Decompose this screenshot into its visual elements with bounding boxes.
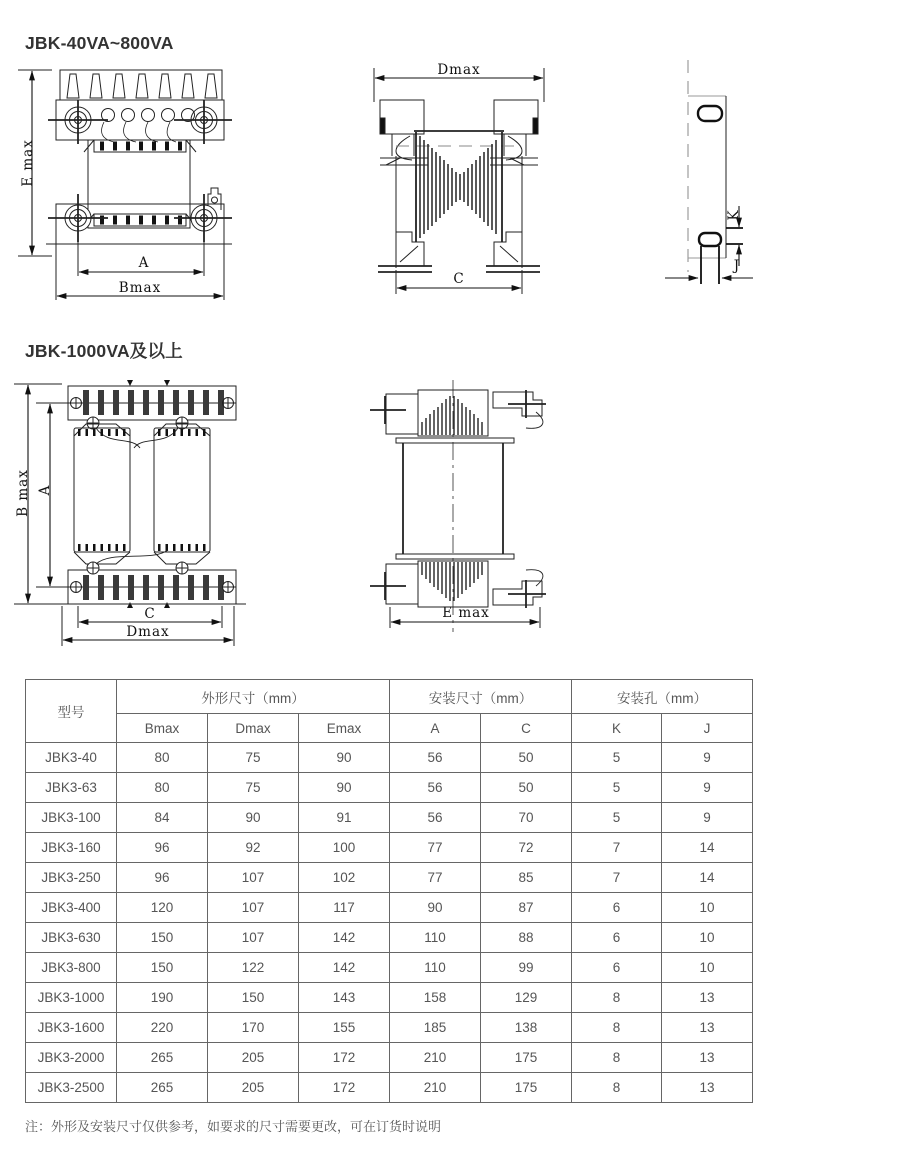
- value-cell: 205: [208, 1043, 299, 1073]
- value-cell: 77: [390, 833, 481, 863]
- value-cell: 5: [572, 743, 662, 773]
- value-cell: 56: [390, 743, 481, 773]
- table-row: [26, 893, 753, 923]
- value-cell: 150: [117, 923, 208, 953]
- value-cell: 150: [117, 953, 208, 983]
- column-header: A: [390, 714, 481, 743]
- dim-label-dmax: Dmax: [437, 62, 481, 78]
- model-cell: JBK3-100: [26, 803, 117, 833]
- model-cell: JBK3-800: [26, 953, 117, 983]
- value-cell: 158: [390, 983, 481, 1013]
- table-row: [26, 923, 753, 953]
- value-cell: 14: [662, 833, 753, 863]
- model-cell: JBK3-160: [26, 833, 117, 863]
- value-cell: 10: [662, 953, 753, 983]
- drawing-large-front-view: [12, 378, 252, 648]
- value-cell: 50: [481, 773, 572, 803]
- table-row: [26, 1073, 753, 1103]
- model-cell: JBK3-63: [26, 773, 117, 803]
- value-cell: 102: [299, 863, 390, 893]
- model-cell: JBK3-2000: [26, 1043, 117, 1073]
- value-cell: 107: [208, 923, 299, 953]
- column-header: Bmax: [117, 714, 208, 743]
- spec-table-body: [26, 743, 753, 1103]
- value-cell: 210: [390, 1073, 481, 1103]
- value-cell: 8: [572, 1013, 662, 1043]
- column-header-model: 型号: [26, 680, 117, 743]
- value-cell: 110: [390, 923, 481, 953]
- value-cell: 8: [572, 1043, 662, 1073]
- value-cell: 170: [208, 1013, 299, 1043]
- dim-label-bmax: Bmax: [118, 280, 162, 296]
- value-cell: 210: [390, 1043, 481, 1073]
- dim-label-emax: E max: [442, 605, 490, 621]
- value-cell: 70: [481, 803, 572, 833]
- table-row: [26, 983, 753, 1013]
- value-cell: 50: [481, 743, 572, 773]
- note-text: 注：外形及安装尺寸仅供参考，如要求的尺寸需要更改，可在订货时说明: [25, 1119, 442, 1134]
- value-cell: 9: [662, 773, 753, 803]
- value-cell: 90: [299, 773, 390, 803]
- value-cell: 56: [390, 773, 481, 803]
- value-cell: 138: [481, 1013, 572, 1043]
- value-cell: 75: [208, 773, 299, 803]
- value-cell: 13: [662, 983, 753, 1013]
- value-cell: 8: [572, 1073, 662, 1103]
- dim-label-j: J: [733, 258, 741, 274]
- value-cell: 265: [117, 1073, 208, 1103]
- value-cell: 10: [662, 923, 753, 953]
- column-group-header: 外形尺寸（mm）: [117, 680, 390, 714]
- value-cell: 150: [208, 983, 299, 1013]
- table-row: [26, 803, 753, 833]
- value-cell: 5: [572, 773, 662, 803]
- value-cell: 90: [299, 743, 390, 773]
- value-cell: 77: [390, 863, 481, 893]
- dim-label-c: C: [144, 606, 156, 622]
- table-row: [26, 773, 753, 803]
- value-cell: 84: [117, 803, 208, 833]
- value-cell: 185: [390, 1013, 481, 1043]
- value-cell: 107: [208, 863, 299, 893]
- value-cell: 99: [481, 953, 572, 983]
- drawing-large-side-view: [356, 376, 581, 638]
- value-cell: 175: [481, 1073, 572, 1103]
- value-cell: 143: [299, 983, 390, 1013]
- value-cell: 72: [481, 833, 572, 863]
- value-cell: 10: [662, 893, 753, 923]
- value-cell: 75: [208, 743, 299, 773]
- section-heading-small: JBK-40VA~800VA: [25, 33, 174, 53]
- value-cell: 88: [481, 923, 572, 953]
- value-cell: 265: [117, 1043, 208, 1073]
- model-cell: JBK3-250: [26, 863, 117, 893]
- value-cell: 13: [662, 1043, 753, 1073]
- value-cell: 85: [481, 863, 572, 893]
- value-cell: 9: [662, 743, 753, 773]
- value-cell: 172: [299, 1043, 390, 1073]
- value-cell: 56: [390, 803, 481, 833]
- value-cell: 7: [572, 863, 662, 893]
- table-row: [26, 743, 753, 773]
- value-cell: 80: [117, 773, 208, 803]
- column-header: Emax: [299, 714, 390, 743]
- drawing-small-front-view: [18, 60, 233, 310]
- model-cell: JBK3-2500: [26, 1073, 117, 1103]
- value-cell: 90: [390, 893, 481, 923]
- value-cell: 9: [662, 803, 753, 833]
- value-cell: 220: [117, 1013, 208, 1043]
- value-cell: 100: [299, 833, 390, 863]
- value-cell: 14: [662, 863, 753, 893]
- value-cell: 6: [572, 893, 662, 923]
- spec-table-head: [26, 680, 753, 743]
- value-cell: 175: [481, 1043, 572, 1073]
- value-cell: 96: [117, 833, 208, 863]
- column-header: J: [662, 714, 753, 743]
- value-cell: 13: [662, 1013, 753, 1043]
- section-heading-large: JBK-1000VA及以上: [25, 341, 183, 361]
- value-cell: 117: [299, 893, 390, 923]
- value-cell: 80: [117, 743, 208, 773]
- spec-table: [25, 679, 753, 1103]
- column-header: C: [481, 714, 572, 743]
- value-cell: 6: [572, 923, 662, 953]
- value-cell: 87: [481, 893, 572, 923]
- dim-label-a: A: [37, 484, 53, 496]
- value-cell: 142: [299, 953, 390, 983]
- column-header: Dmax: [208, 714, 299, 743]
- value-cell: 142: [299, 923, 390, 953]
- drawing-small-side-view: [352, 62, 562, 302]
- value-cell: 8: [572, 983, 662, 1013]
- dim-label-dmax: Dmax: [126, 624, 170, 640]
- value-cell: 110: [390, 953, 481, 983]
- value-cell: 129: [481, 983, 572, 1013]
- column-group-header: 安装尺寸（mm）: [390, 680, 572, 714]
- dim-label-a: A: [138, 255, 150, 271]
- model-cell: JBK3-400: [26, 893, 117, 923]
- dim-label-c: C: [453, 271, 465, 287]
- value-cell: 122: [208, 953, 299, 983]
- value-cell: 5: [572, 803, 662, 833]
- dim-label-k: K: [726, 209, 742, 221]
- value-cell: 92: [208, 833, 299, 863]
- value-cell: 96: [117, 863, 208, 893]
- model-cell: JBK3-630: [26, 923, 117, 953]
- table-row: [26, 1043, 753, 1073]
- column-group-header: 安装孔（mm）: [572, 680, 753, 714]
- drawing-mount-detail: [645, 56, 775, 296]
- value-cell: 90: [208, 803, 299, 833]
- column-header: K: [572, 714, 662, 743]
- value-cell: 205: [208, 1073, 299, 1103]
- value-cell: 7: [572, 833, 662, 863]
- value-cell: 107: [208, 893, 299, 923]
- table-row: [26, 863, 753, 893]
- value-cell: 172: [299, 1073, 390, 1103]
- table-row: [26, 1013, 753, 1043]
- value-cell: 120: [117, 893, 208, 923]
- dim-label-emax: E max: [20, 139, 36, 187]
- value-cell: 91: [299, 803, 390, 833]
- model-cell: JBK3-40: [26, 743, 117, 773]
- table-row: [26, 833, 753, 863]
- value-cell: 6: [572, 953, 662, 983]
- value-cell: 13: [662, 1073, 753, 1103]
- value-cell: 190: [117, 983, 208, 1013]
- table-row: [26, 953, 753, 983]
- value-cell: 155: [299, 1013, 390, 1043]
- model-cell: JBK3-1000: [26, 983, 117, 1013]
- dim-label-bmax: B max: [15, 469, 31, 517]
- model-cell: JBK3-1600: [26, 1013, 117, 1043]
